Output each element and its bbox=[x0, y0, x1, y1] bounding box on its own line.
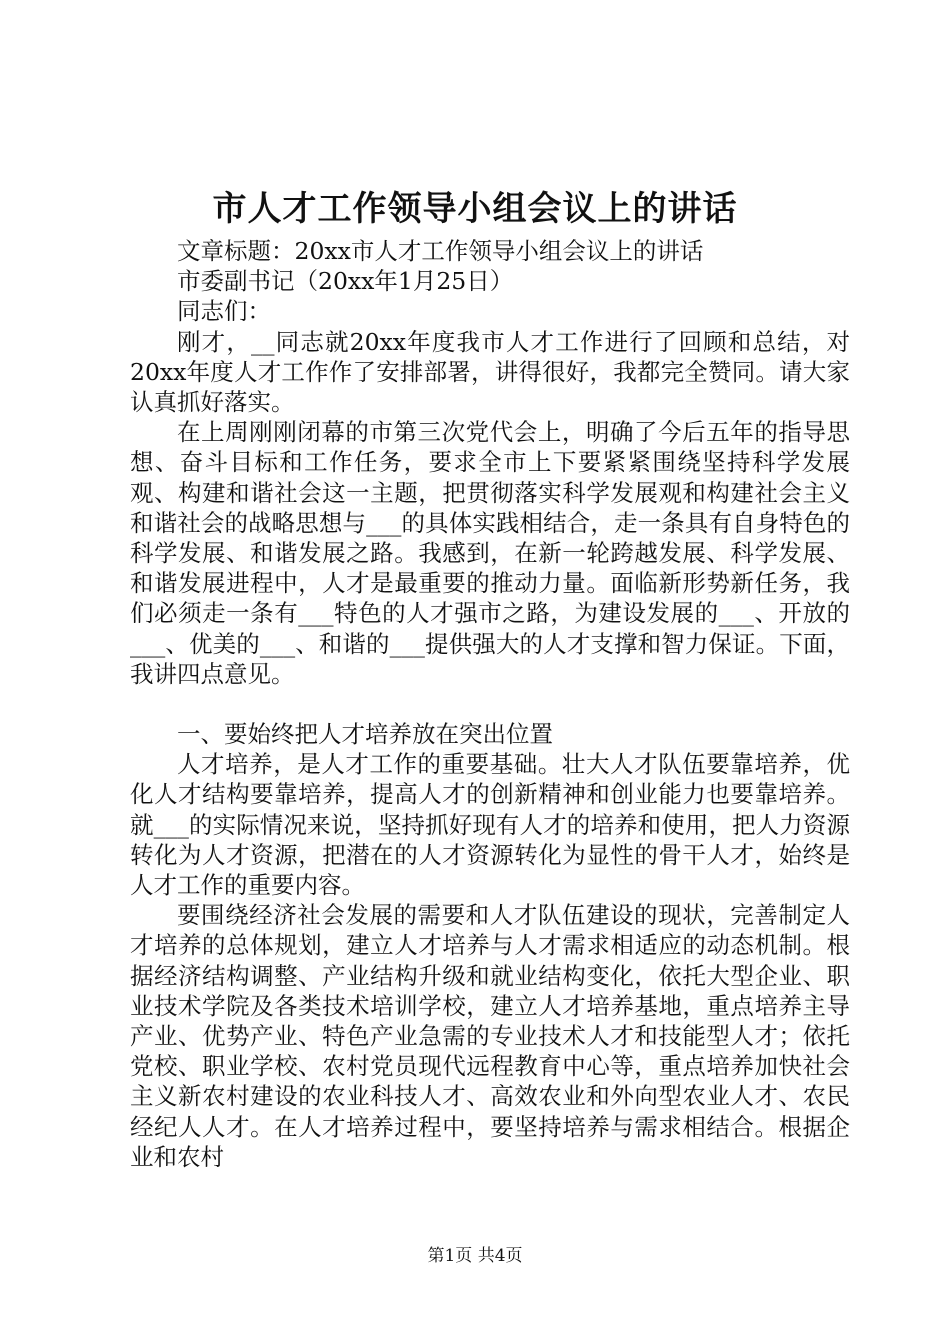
paragraph: 要围绕经济社会发展的需要和人才队伍建设的现状，完善制定人才培养的总体规划，建立人才培养与人才需求相适应的动态机制。根据经济结构调整、产业结构升级和就业结构变化，依托大型企业、职业技术学院及各类技术培训学校，建立人才培养基地，重点培养主导产业、优势产业、特色产业急需的专业技术人才和技能型人才；依托党校、职业学校、农村党员现代远程教育中心等，重点培养加快社会主义新农村建设的农业科技人才、高效农业和外向型农业人才、农民经纪人人才。在人才培养过程中，要坚持培养与需求相结合。根据企业和农村 bbox=[130, 901, 850, 1171]
article-title-line: 文章标题：20xx市人才工作领导小组会议上的讲话 bbox=[177, 237, 704, 265]
section-heading: 一、要始终把人才培养放在突出位置 bbox=[177, 720, 553, 749]
speaker-line: 市委副书记（20xx年1月25日） bbox=[177, 267, 514, 296]
paragraph: 刚才，__同志就20xx年度我市人才工作进行了回顾和总结，对20xx年度人才工作作了安排部署，讲得很好，我都完全赞同。请大家认真抓好落实。 bbox=[130, 327, 850, 417]
paragraph: 人才培养，是人才工作的重要基础。壮大人才队伍要靠培养，优化人才结构要靠培养，提高人才的创新精神和创业能力也要靠培养。就___的实际情况来说，坚持抓好现有人才的培养和使用，把人力资源转化为人才资源，把潜在的人才资源转化为显性的骨干人才，始终是人才工作的重要内容。 bbox=[130, 750, 850, 900]
paragraph: 在上周刚刚闭幕的市第三次党代会上，明确了今后五年的指导思想、奋斗目标和工作任务，要求全市上下要紧紧围绕坚持科学发展观、构建和谐社会这一主题，把贯彻落实科学发展观和构建社会主义和谐社会的战略思想与___的具体实践相结合，走一条具有自身特色的科学发展、和谐发展之路。我感到，在新一轮跨越发展、科学发展、和谐发展进程中，人才是最重要的推动力量。面临新形势新任务，我们必须走一条有___特色的人才强市之路，为建设发展的___、开放的___、优美的___、和谐的___提供强大的人才支撑和智力保证。下面，我讲四点意见。 bbox=[130, 418, 850, 688]
document-body bbox=[130, 236, 850, 1172]
document-title: 市人才工作领导小组会议上的讲话 bbox=[212, 189, 738, 229]
page-footer: 第1页 共4页 bbox=[427, 1246, 523, 1266]
salutation: 同志们： bbox=[177, 297, 271, 326]
